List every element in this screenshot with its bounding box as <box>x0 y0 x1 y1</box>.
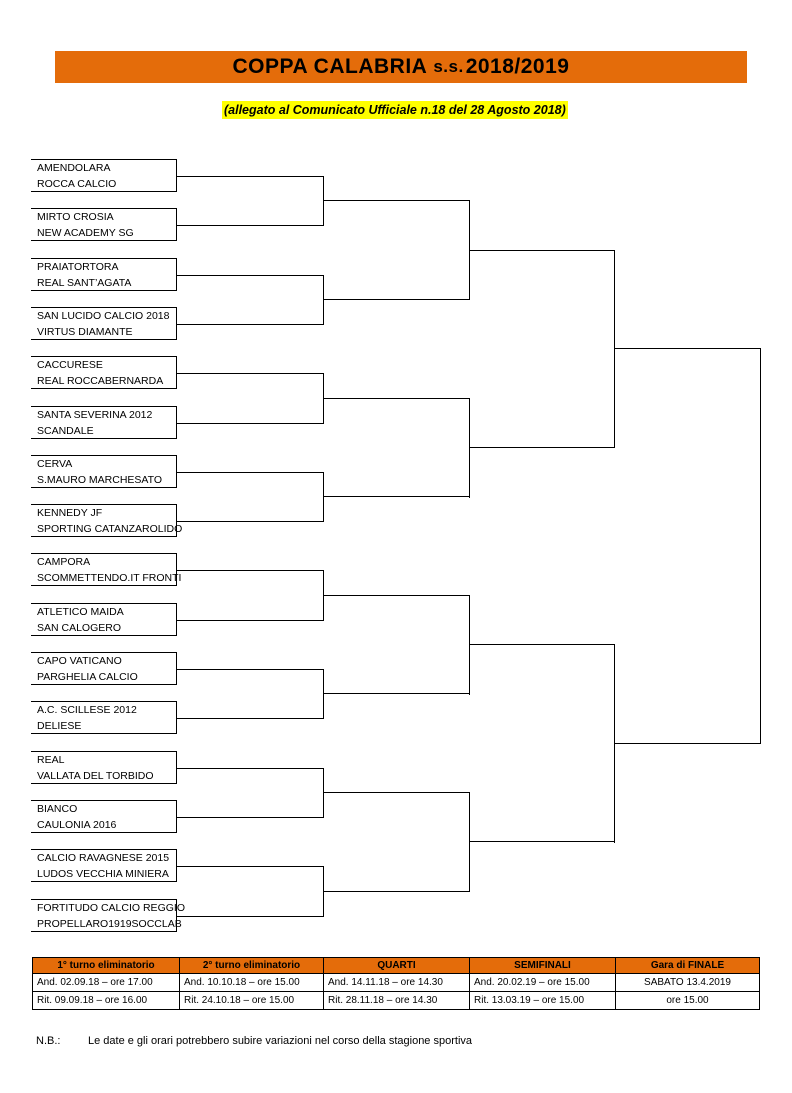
team-away: VIRTUS DIAMANTE <box>37 326 133 338</box>
match-box <box>31 603 177 636</box>
bracket-line <box>177 225 324 226</box>
bracket-line <box>469 595 470 695</box>
bracket-line <box>323 891 470 892</box>
team-home: A.C. SCILLESE 2012 <box>37 704 137 716</box>
schedule-cell: Rit. 09.09.18 – ore 16.00 <box>33 992 180 1010</box>
team-home: CALCIO RAVAGNESE 2015 <box>37 852 170 864</box>
schedule-cell: Rit. 28.11.18 – ore 14.30 <box>324 992 470 1010</box>
match-box <box>31 406 177 439</box>
bracket-line <box>323 299 470 300</box>
bracket-line <box>177 669 324 670</box>
schedule-header-round2: 2° turno eliminatorio <box>180 958 324 974</box>
schedule-row-first-leg <box>33 974 760 992</box>
team-home: CAMPORA <box>37 556 91 568</box>
team-away: SCOMMETTENDO.IT FRONTI <box>37 572 182 584</box>
schedule-header-quarters: QUARTI <box>324 958 470 974</box>
schedule-header-final: Gara di FINALE <box>616 958 760 974</box>
team-away: REAL SANT’AGATA <box>37 277 132 289</box>
schedule-cell: ore 15.00 <box>616 992 760 1010</box>
bracket-line <box>177 768 324 769</box>
schedule-header-semifinals: SEMIFINALI <box>470 958 616 974</box>
bracket-line <box>469 447 615 448</box>
schedule-cell: SABATO 13.4.2019 <box>616 974 760 992</box>
team-home: FORTITUDO CALCIO REGGIO <box>37 902 185 914</box>
match-box <box>31 553 182 586</box>
bracket-line <box>177 521 324 522</box>
bracket-line <box>469 841 615 842</box>
bracket-line <box>323 669 324 719</box>
match-box <box>31 307 177 340</box>
team-away: SAN CALOGERO <box>37 622 122 634</box>
team-away: NEW ACADEMY SG <box>37 227 134 239</box>
bracket-line <box>177 373 324 374</box>
bracket-line <box>614 348 761 349</box>
bracket-line <box>177 570 324 571</box>
schedule-cell: And. 20.02.19 – ore 15.00 <box>470 974 616 992</box>
bracket-line <box>614 250 615 448</box>
team-away: S.MAURO MARCHESATO <box>37 474 163 486</box>
team-away: REAL ROCCABERNARDA <box>37 375 164 387</box>
bracket-line <box>177 423 324 424</box>
team-home: PRAIATORTORA <box>37 261 119 273</box>
bracket-line <box>614 743 761 744</box>
match-box <box>31 899 185 932</box>
match-box <box>31 159 177 192</box>
bracket-line <box>323 398 470 399</box>
team-away: PROPELLARO1919SOCCLAB <box>37 918 182 930</box>
schedule-header-row <box>33 958 760 974</box>
note-label: N.B.: <box>36 1035 61 1047</box>
bracket-line <box>760 348 761 743</box>
match-box <box>31 455 177 488</box>
bracket-line <box>177 275 324 276</box>
match-box <box>31 504 183 537</box>
team-home: SANTA SEVERINA 2012 <box>37 409 153 421</box>
schedule-cell: And. 02.09.18 – ore 17.00 <box>33 974 180 992</box>
page-title: COPPA CALABRIA <box>232 55 428 78</box>
match-box <box>31 701 177 734</box>
bracket-line <box>323 200 470 201</box>
bracket-line <box>177 620 324 621</box>
subtitle: (allegato al Comunicato Ufficiale n.18 del 28 Agosto 2018) <box>224 103 566 117</box>
bracket-line <box>177 324 324 325</box>
schedule-table <box>32 957 760 1010</box>
team-home: KENNEDY JF <box>37 507 103 519</box>
bracket-line <box>177 916 324 917</box>
team-home: BIANCO <box>37 803 78 815</box>
schedule-row-second-leg <box>33 992 760 1010</box>
bracket-line <box>177 866 324 867</box>
bracket-line <box>323 693 470 694</box>
team-home: ATLETICO MAIDA <box>37 606 124 618</box>
team-away: CAULONIA 2016 <box>37 819 117 831</box>
bracket-line <box>469 792 470 892</box>
note <box>36 1035 472 1047</box>
team-away: PARGHELIA CALCIO <box>37 671 138 683</box>
bracket-line <box>323 472 324 522</box>
bracket-line <box>323 496 470 497</box>
match-box <box>31 800 177 833</box>
bracket-line <box>323 595 470 596</box>
team-home: CACCURESE <box>37 359 103 371</box>
team-home: CERVA <box>37 458 73 470</box>
team-away: DELIESE <box>37 720 82 732</box>
schedule-header-round1: 1° turno eliminatorio <box>33 958 180 974</box>
schedule-cell: Rit. 13.03.19 – ore 15.00 <box>470 992 616 1010</box>
schedule-cell: Rit. 24.10.18 – ore 15.00 <box>180 992 324 1010</box>
match-box <box>31 208 177 241</box>
bracket-line <box>323 768 324 818</box>
bracket-line <box>469 250 615 251</box>
match-box <box>31 356 177 389</box>
match-box <box>31 258 177 291</box>
team-home: CAPO VATICANO <box>37 655 122 667</box>
match-box <box>31 849 177 882</box>
team-away: SPORTING CATANZAROLIDO <box>37 523 183 535</box>
team-home: SAN LUCIDO CALCIO 2018 <box>37 310 170 322</box>
team-home: REAL <box>37 754 65 766</box>
bracket-line <box>323 176 324 226</box>
team-home: MIRTO CROSIA <box>37 211 114 223</box>
bracket-line <box>469 644 615 645</box>
match-box <box>31 652 177 685</box>
schedule-cell: And. 10.10.18 – ore 15.00 <box>180 974 324 992</box>
bracket-line <box>177 176 324 177</box>
bracket-line <box>469 398 470 498</box>
team-away: ROCCA CALCIO <box>37 178 117 190</box>
team-away: LUDOS VECCHIA MINIERA <box>37 868 169 880</box>
bracket-line <box>177 472 324 473</box>
schedule-cell: And. 14.11.18 – ore 14.30 <box>324 974 470 992</box>
note-text: Le date e gli orari potrebbero subire variazioni nel corso della stagione sportiva <box>88 1035 473 1047</box>
team-away: VALLATA DEL TORBIDO <box>37 770 154 782</box>
title-ss: s.s. <box>433 57 464 76</box>
title-bar <box>55 51 747 83</box>
bracket-line <box>177 718 324 719</box>
title-season: 2018/2019 <box>465 55 570 78</box>
team-away: SCANDALE <box>37 425 94 437</box>
match-box <box>31 751 177 784</box>
bracket-line <box>177 817 324 818</box>
bracket-line <box>323 792 470 793</box>
bracket-line <box>323 275 324 325</box>
team-home: AMENDOLARA <box>37 162 111 174</box>
